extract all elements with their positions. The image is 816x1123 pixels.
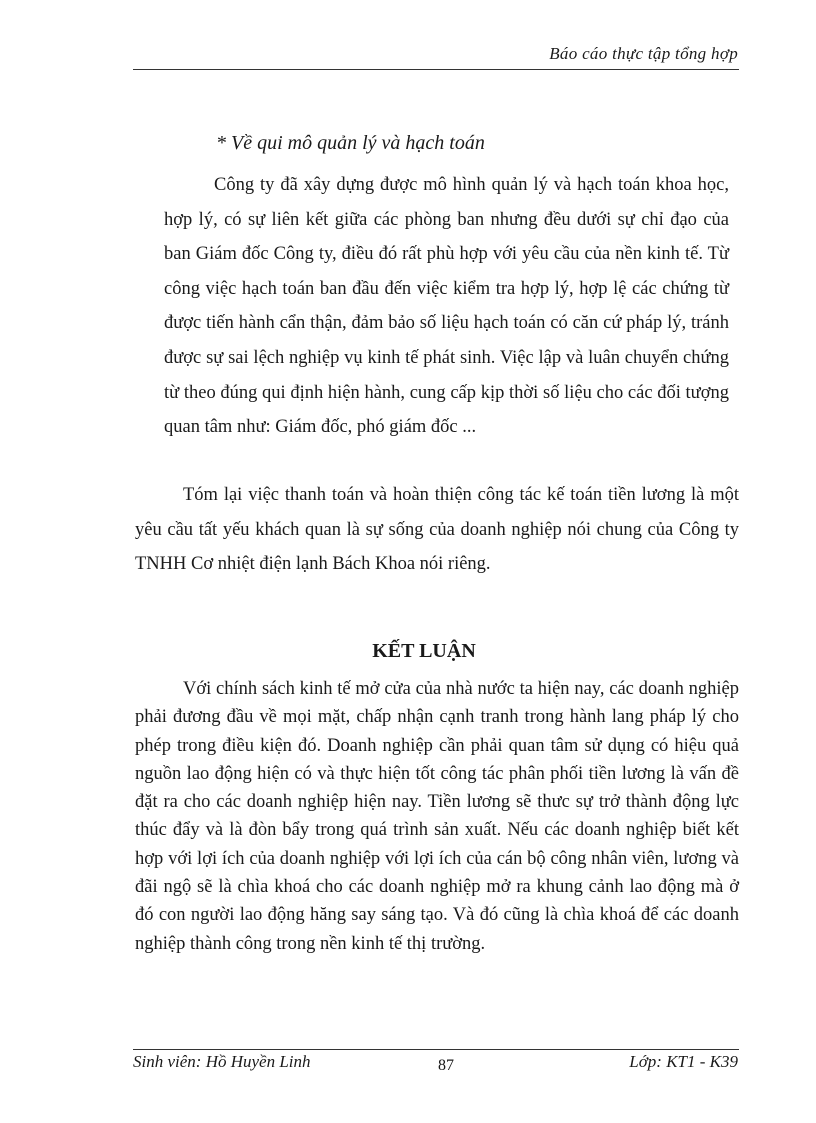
footer-divider: [133, 1049, 739, 1050]
page-number: 87: [438, 1057, 454, 1074]
header-divider: [133, 69, 739, 70]
body-paragraph-2: Tóm lại việc thanh toán và hoàn thiện công tác kế toán tiền lương là một yêu cầu tất yếu khách quan là sự sống của doanh nghiệp nói chung của Công ty TNHH Cơ nhiệt điện lạnh Bách Khoa nói riêng.: [135, 485, 739, 575]
section-heading: * Về qui mô quản lý và hạch toán: [216, 132, 485, 154]
conclusion-title: KẾT LUẬN: [372, 640, 476, 662]
footer-student-name: Sinh viên: Hồ Huyền Linh: [133, 1052, 311, 1071]
conclusion-paragraph: Với chính sách kinh tế mở cửa của nhà nước ta hiện nay, các doanh nghiệp phải đương đầu về mọi mặt, chấp nhận cạnh tranh trong hành lang pháp lý cho phép trong điều kiện đó. Doanh nghiệp cần phải quan tâm sử dụng có hiệu quả nguồn lao động hiện có và thực hiện tốt công tác phân phối tiền lương là vấn đề đặt ra cho các doanh nghiệp hiện nay. Tiền lương sẽ thưc sự trở thành động lực thúc đẩy và là đòn bẩy trong quá trình sản xuất. Nếu các doanh nghiệp biết kết hợp với lợi ích của doanh nghiệp với lợi ích của cán bộ công nhân viên, lương và đãi ngộ sẽ là chìa khoá cho các doanh nghiệp mở ra khung cảnh lao động mà ở đó con người lao động hăng say sáng tạo. Và đó cũng là chìa khoá để các doanh nghiệp thành công trong nền kinh tế thị trường.: [135, 679, 739, 954]
header-title: Báo cáo thực tập tổng hợp: [549, 44, 738, 63]
footer-class: Lớp: KT1 - K39: [629, 1052, 738, 1071]
body-paragraph-1: Công ty đã xây dựng được mô hình quản lý và hạch toán khoa học, hợp lý, có sự liên kết giữa các phòng ban nhưng đều dưới sự chỉ đạo của ban Giám đốc Công ty, điều đó rất phù hợp với yêu cầu của nền kinh tế. Từ công việc hạch toán ban đầu đến việc kiểm tra hợp lý, hợp lệ các chứng từ được tiến hành cẩn thận, đảm bảo số liệu hạch toán có căn cứ pháp lý, tránh được sự sai lệch nghiệp vụ kinh tế phát sinh. Việc lập và luân chuyển chứng từ theo đúng qui định hiện hành, cung cấp kịp thời số liệu cho các đối tượng quan tâm như: Giám đốc, phó giám đốc ...: [164, 175, 729, 438]
